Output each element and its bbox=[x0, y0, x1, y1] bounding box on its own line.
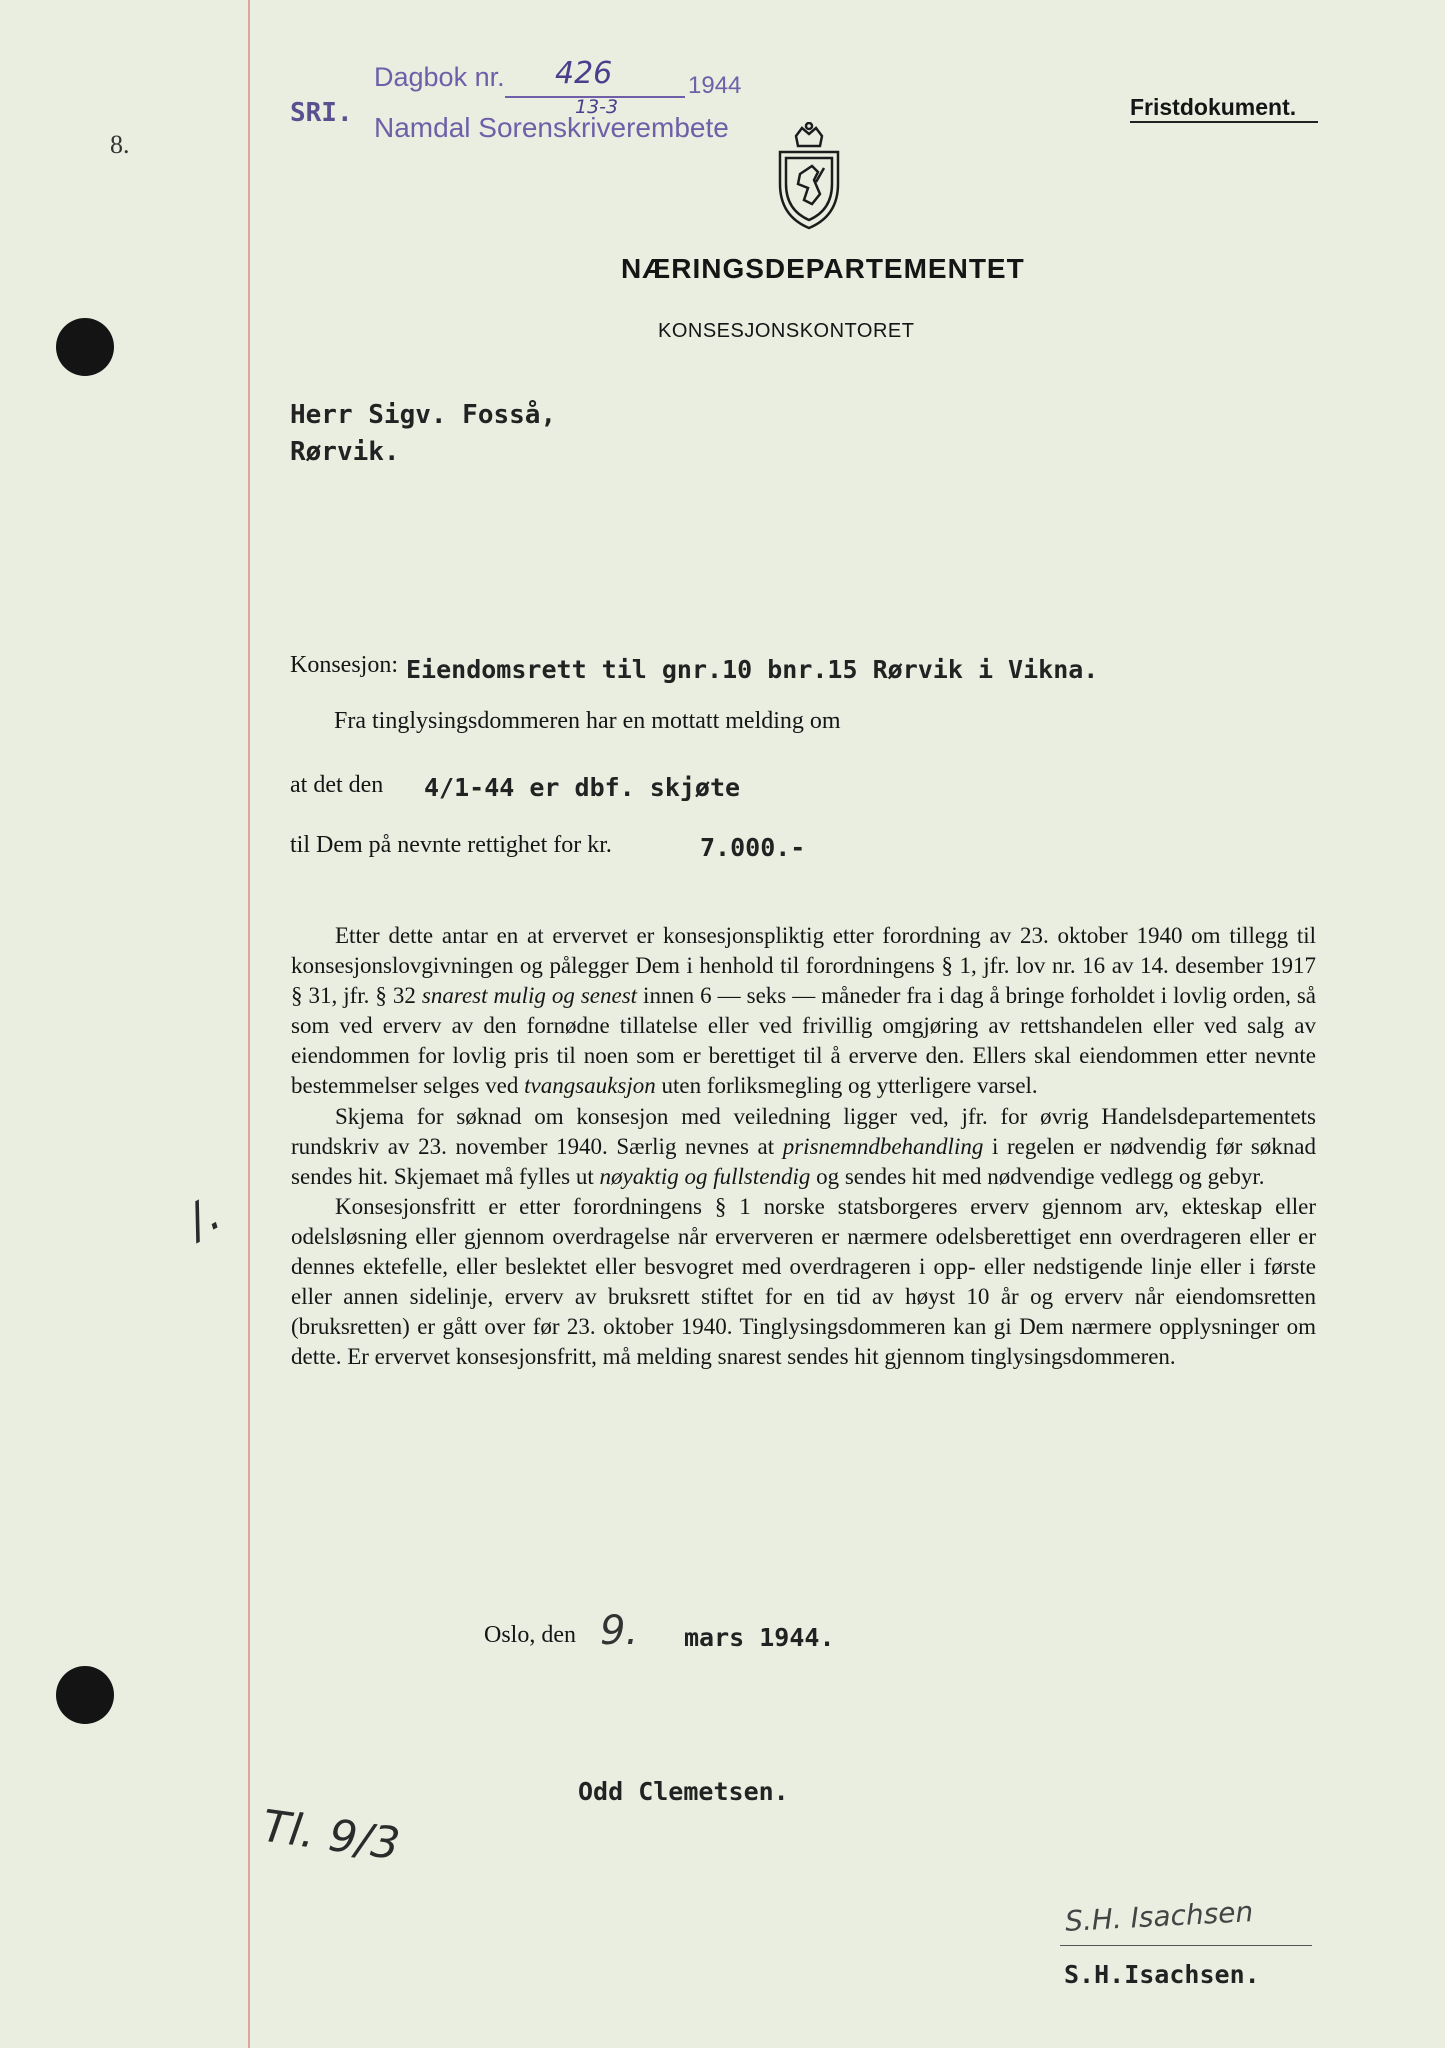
punch-hole-bottom bbox=[56, 1666, 114, 1724]
stamp-year: 1944 bbox=[688, 72, 742, 99]
recipient-place: Rørvik. bbox=[290, 437, 400, 467]
signatory-1: Odd Clemetsen. bbox=[578, 1777, 789, 1806]
place-date-label: Oslo, den bbox=[484, 1622, 576, 1648]
p1-emphasis-b: tvangsauksjon bbox=[524, 1073, 656, 1099]
fristdokument-underline bbox=[1130, 121, 1318, 123]
paragraph-2 bbox=[291, 1102, 1316, 1192]
body-text bbox=[291, 921, 1316, 1372]
paragraph-1 bbox=[291, 921, 1316, 1102]
intro-line: Fra tinglysingsdommeren har en mottatt melding om bbox=[334, 708, 841, 734]
p1-text-c: uten forliksmegling og ytterligere varsel. bbox=[655, 1073, 1038, 1099]
p2-emphasis-b: nøyaktig og fullstendig bbox=[599, 1163, 811, 1189]
coat-of-arms-icon bbox=[772, 122, 846, 232]
p1-text-b: innen 6 — seks — måneder fra i dag å bringe forholdet i lovlig orden, så som ved erverv av den fornødne tillatelse eller ved frivillig omgjøring av rettshandelen eller ved salg av eiendommen for lovlig pris til noen som er berettiget til å erverve den. Ellers skal eiendommen etter nevnte bestemmelser selges ved bbox=[291, 983, 1316, 1099]
at-det-den-label: at det den bbox=[290, 772, 384, 798]
red-margin-line bbox=[248, 0, 250, 2048]
p2-text-c: og sendes hit med nødvendige vedlegg og gebyr. bbox=[810, 1163, 1265, 1189]
stamp-date: 13-3 bbox=[575, 96, 619, 118]
p2-text-b: i regelen er nødvendig før søknad sendes hit. Skjemaet må fylles ut bbox=[291, 1133, 1316, 1189]
p2-text-a: Skjema for søknad om konsesjon med veiledning ligger ved, jfr. for øvrig Handelsdepartementets rundskriv av 23. november 1940. Særlig nevnes at bbox=[291, 1103, 1316, 1159]
at-det-den-value: 4/1-44 er dbf. skjøte bbox=[424, 773, 741, 802]
margin-mark: /. bbox=[177, 1186, 230, 1248]
p2-emphasis-a: prisnemndbehandling bbox=[782, 1133, 984, 1159]
ministry-name: NÆRINGSDEPARTEMENTET bbox=[621, 253, 1025, 284]
signatory-2: S.H.Isachsen. bbox=[1064, 1960, 1260, 1989]
handwritten-note: Tl. 9/3 bbox=[259, 1800, 403, 1871]
stamp-dagbok-label: Dagbok nr. bbox=[374, 62, 505, 92]
p1-emphasis-a: snarest mulig og senest bbox=[421, 983, 638, 1009]
signature-line bbox=[1060, 1945, 1312, 1946]
stamp-dagbok-number: 426 bbox=[555, 56, 613, 91]
date-day: 9. bbox=[600, 1608, 639, 1654]
date-month-year: mars 1944. bbox=[684, 1623, 835, 1652]
konsesjon-value: Eiendomsrett til gnr.10 bnr.15 Rørvik i Vikna. bbox=[406, 655, 1099, 684]
konsesjon-label: Konsesjon: bbox=[290, 652, 398, 678]
punch-hole-top bbox=[56, 318, 114, 376]
page-number: 8. bbox=[110, 130, 130, 159]
handwritten-signature: S.H. Isachsen bbox=[1064, 1895, 1254, 1938]
recipient-name: Herr Sigv. Fosså, bbox=[290, 400, 557, 430]
til-dem-amount: 7.000.- bbox=[700, 833, 806, 862]
fristdokument-label: Fristdokument. bbox=[1130, 94, 1297, 120]
stamp-prefix: SRI. bbox=[290, 98, 353, 128]
paragraph-3: Konsesjonsfritt er etter forordningens § 1 norske statsborgeres erverv gjennom arv, ekteskap eller odelsløsning eller gjennom overdragelse når erververen er nærmere odelsberettiget enn overdrageren eller er dennes ektefelle, eller beslektet eller besvogret med overdrageren i opp- eller nedstigende linje eller i første eller annen sidelinje, erverv av bruksrett stiftet for en tid av høyst 10 år og erverv når eiendomsretten (bruksretten) er gått over før 23. oktober 1940. Tinglysingsdommeren kan gi Dem nærmere opplysninger om dette. Er ervervet konsesjonsfritt, må melding snarest sendes hit gjennom tinglysingsdommeren. bbox=[291, 1193, 1316, 1370]
til-dem-label: til Dem på nevnte rettighet for kr. bbox=[290, 832, 612, 858]
stamp-office: Namdal Sorenskriverembete bbox=[374, 112, 729, 143]
p1-text-a: Etter dette antar en at ervervet er konsesjonspliktig etter forordning av 23. oktober 1940 om tillegg til konsesjonslovgivningen og pålegger Dem i henhold til forordningens § 1, jfr. lov nr. 16 av 14. desember 1917 § 31, jfr. § 32 bbox=[291, 923, 1316, 1009]
office-name: KONSESJONSKONTORET bbox=[658, 320, 915, 342]
